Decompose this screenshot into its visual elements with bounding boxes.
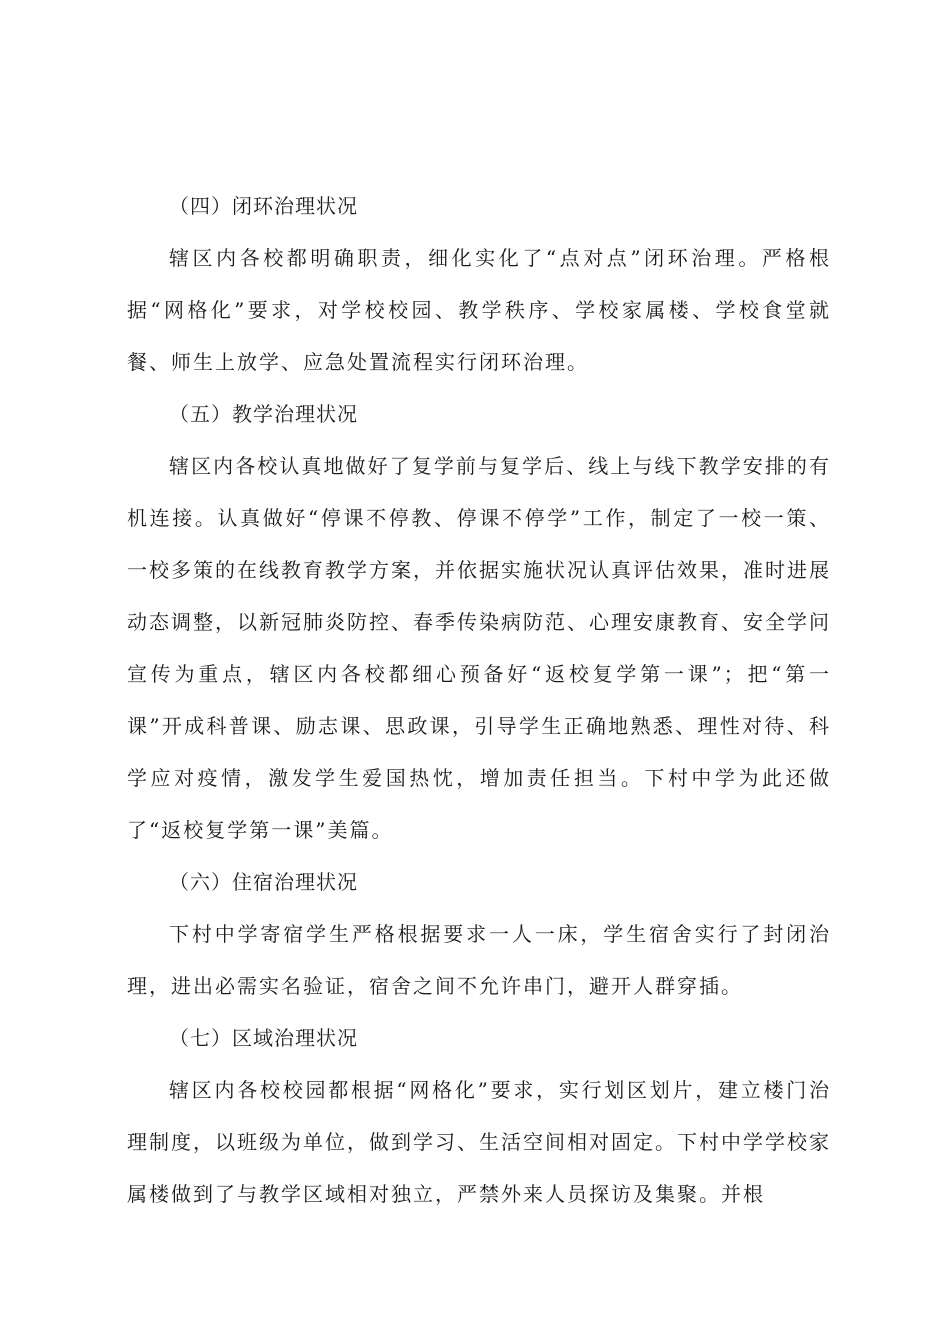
section-heading-teaching: （五）教学治理状况 xyxy=(169,402,358,426)
section-paragraph-area: 辖区内各校校园都根据“网格化”要求，实行划区划片，建立楼门治理制度，以班级为单位，做到学习、生活空间相对固定。下村中学学校家属楼做到了与教学区域相对独立，严禁外来人员探访及集聚。并根 xyxy=(127,1078,831,1206)
document-body xyxy=(127,180,831,1220)
section-paragraph-closed-loop: 辖区内各校都明确职责，细化实化了“点对点”闭环治理。严格根据“网格化”要求，对学校校园、教学秩序、学校家属楼、学校食堂就餐、师生上放学、应急处置流程实行闭环治理。 xyxy=(127,246,831,374)
section-paragraph-accommodation: 下村中学寄宿学生严格根据要求一人一床，学生宿舍实行了封闭治理，进出必需实名验证，宿舍之间不允许串门，避开人群穿插。 xyxy=(127,922,831,998)
section-heading-area: （七）区域治理状况 xyxy=(169,1026,358,1050)
section-heading-accommodation: （六）住宿治理状况 xyxy=(169,870,358,894)
section-paragraph-teaching: 辖区内各校认真地做好了复学前与复学后、线上与线下教学安排的有机连接。认真做好“停课不停教、停课不停学”工作，制定了一校一策、一校多策的在线教育教学方案，并依据实施状况认真评估效果，准时进展动态调整，以新冠肺炎防控、春季传染病防范、心理安康教育、安全学问宣传为重点，辖区内各校都细心预备好“返校复学第一课”；把“第一课”开成科普课、励志课、思政课，引导学生正确地熟悉、理性对待、科学应对疫情，激发学生爱国热忱，增加责任担当。下村中学为此还做了“返校复学第一课”美篇。 xyxy=(127,454,831,842)
section-heading-closed-loop: （四）闭环治理状况 xyxy=(169,194,358,218)
